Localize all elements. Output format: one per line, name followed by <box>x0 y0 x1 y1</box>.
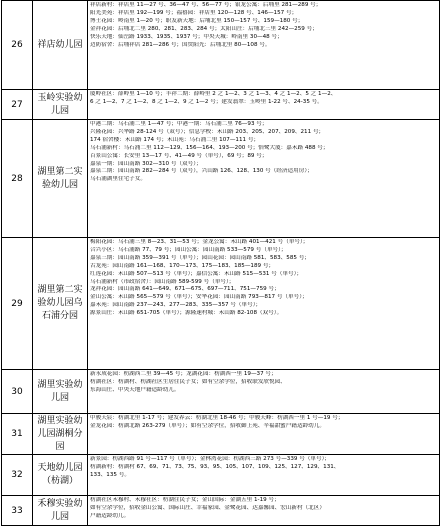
enrollment-area <box>88 455 440 496</box>
area-line: 6 之 1—2、7 之 1—2、8 之 1—2、9 之 1—2 号；建发翡翠：玉岭里 1-22 号、24-35 号。 <box>90 98 323 105</box>
table-row <box>2 238 440 370</box>
area-line: 边防宿舍：后埔祥店 281—286 号；国贸阳光：后埔北里 80—108 号。 <box>90 41 271 48</box>
kindergarten-name: 湖里实验幼儿园湖桐分园 <box>33 414 88 455</box>
area-line: 174 宿舍楼：禾山路 174 号；禾山苑：乌石浦二里 107—111 号； <box>90 136 260 143</box>
area-line: 金龙花园：枋湖北路 263-279（单号）；如有空余学位，招收御上苑、辛福甜蜜户籍适龄幼儿。 <box>90 422 325 429</box>
area-line: 合兴小区：乌石浦路 77、79 号；园山公寓：园山南路 533—579 号（单号）； <box>90 246 287 253</box>
row-number: 27 <box>2 90 33 120</box>
enrollment-area <box>88 496 440 526</box>
area-line: 嘉泉三期：园山南路 359—391 号（单号）；园山花园：园山南路 581、583、585 号； <box>90 254 310 261</box>
kindergarten-district-table <box>1 0 440 526</box>
area-line: 百景山公寓：长安里 13—17 号、41—49 号（单号），69 号；89 号； <box>90 152 268 159</box>
area-line: 枋湖社区：枋湖村、枋湖社区生居住民子女；如有空余学位，招收联发欣悦园、 <box>90 378 286 385</box>
area-line: 新景园：枋湖西路 91 号—117 号（单号）；金林湾花园：枋湖西三路 273 号—339 号（单号）； <box>90 456 330 462</box>
table-row <box>2 496 440 526</box>
kindergarten-name: 玉岭实验幼儿园 <box>33 90 88 120</box>
area-line: 快乐天地：仙岳路 1933、1935、1937 号；中央天城：岭南里 30—48 号； <box>90 33 283 40</box>
table-row <box>2 414 440 455</box>
table-row <box>2 370 440 414</box>
enrollment-area <box>88 90 440 120</box>
row-number: 31 <box>2 414 33 455</box>
area-line: 源景山庄：禾山路 651-705（单号）；源隆速村城：禾山路 82-108（双号）。 <box>90 310 283 317</box>
area-line: 博士花园：岭南里 1—20 号；职友新天地：后埔北里 150—157 号、159—180 号； <box>90 17 304 24</box>
area-line: 兴隆花园：兴华路 28-124 号（双号）；信息学校：禾山路 203、205、207、209、211 号； <box>90 128 325 135</box>
area-line: 中骏天宸：枋湖北里 1-17 号；建发养云：枋湖北里 18-46 号；中骏天峰：枋湖西一里 1 号—19 号； <box>90 415 344 421</box>
area-line: 厦岭社区：薛岭里 1—10 号；丰祥二期：薛岭里 2 之 1—2、3 之 1—3、4 之 1—2、5 之 1—2、 <box>90 91 337 97</box>
row-number: 30 <box>2 370 33 414</box>
row-number: 26 <box>2 1 33 90</box>
area-line: 乌石浦新村（市政宿舍）：园山南路 589-599 号（单号）； <box>90 278 235 285</box>
row-number: 28 <box>2 120 33 238</box>
area-line: 户籍适龄幼儿。 <box>90 512 130 519</box>
enrollment-area <box>88 238 440 370</box>
area-line: 乌石浦湖里住宅子女。 <box>90 176 146 183</box>
area-line: 金山公寓：禾山路 565—579 号（单号）；安华花园：园山南路 793—817 号（单号）； <box>90 294 308 301</box>
area-line: 古龙苑：园山南路 161—168、170—173、175—183、185—189 号； <box>90 262 275 269</box>
kindergarten-name: 祥店幼儿园 <box>33 1 88 90</box>
area-line: 祥店新村：祥店里 11—27 号、36—47 号、56—77 号；银龙公寓：后埔里 281—289 号； <box>90 2 322 8</box>
kindergarten-name: 禾穆实验幼儿园 <box>33 496 88 526</box>
row-number: 29 <box>2 238 33 370</box>
area-line: 梅阳花园：乌石浦三里 8—23、31—53 号；金龙公寓：禾山路 401—421 号（单号）； <box>90 239 309 245</box>
area-line: 金祥花园：后埔北二里 280、281、283、284 号；太阳山庄：后埔北三里 242—259 号； <box>90 25 318 32</box>
enrollment-area <box>88 1 440 90</box>
kindergarten-name: 湖里第二实验幼儿园 <box>33 120 88 238</box>
area-line: 嘉禾苑：园山南路 237—243、277—283、335—357 号（单号）； <box>90 302 262 309</box>
area-line: 中港二期：乌石浦二里 1—47 号；中港一期：乌石浦二里 76—93 号； <box>90 121 268 127</box>
area-line: 如有空余学位，招收金山公寓、国际山庄、幸福家园、金鹭花园、达嘉馨园、宏山新村（北区） <box>90 504 325 511</box>
kindergarten-name: 天地幼儿园（枋湖） <box>33 455 88 496</box>
area-line: 东海山庄、中央天地户籍适龄幼儿。 <box>90 386 180 393</box>
area-line: 嘉泉一期：园山南路 302—310 号（双号）； <box>90 160 202 167</box>
enrollment-area <box>88 414 440 455</box>
area-line: 龙祥花园：园山南路 641—649、671—675、697—711、751—759 号； <box>90 286 280 293</box>
area-line: 新永成花园：枋湖西二里 39—45 号；龙湖花园：枋湖西一里 19—37 号； <box>90 371 277 377</box>
row-number: 33 <box>2 496 33 526</box>
area-line: 阳光美苑：祥店里 192—199 号；福禧园：祥店里 120—128 号、146—157 号； <box>90 9 298 16</box>
enrollment-area <box>88 120 440 238</box>
table-row <box>2 90 440 120</box>
area-line: 枋湖社区禾穆村、禾穆社区：枋湖住民子女；金山国际：金湖五里 1-19 号； <box>90 497 280 503</box>
area-line: 枋湖新村：枋湖村 67、69、71、73、75、93、95、105、107、109、125、127、129、131、 <box>90 463 340 470</box>
area-line: 133、135 号。 <box>90 471 130 478</box>
table-row <box>2 120 440 238</box>
table-row <box>2 455 440 496</box>
enrollment-area <box>88 370 440 414</box>
area-line: 嘉泉二期：园山南路 282—284 号（双号），兴山路 126、128、130 号（经济适用房）； <box>90 168 313 175</box>
row-number: 32 <box>2 455 33 496</box>
area-line: 乌石浦新村：乌石浦二里 112—129、156—164、193—200 号；怡鹭大厦：嘉禾路 488 号； <box>90 144 329 151</box>
kindergarten-name: 湖里实验幼儿园 <box>33 370 88 414</box>
table-row <box>2 1 440 90</box>
area-line: 红莲花园：禾山路 507—513 号（单号）；嘉信公寓：禾山路 515—531 号（单号）； <box>90 270 303 277</box>
kindergarten-name: 湖里第二实验幼儿园乌石浦分园 <box>33 238 88 370</box>
